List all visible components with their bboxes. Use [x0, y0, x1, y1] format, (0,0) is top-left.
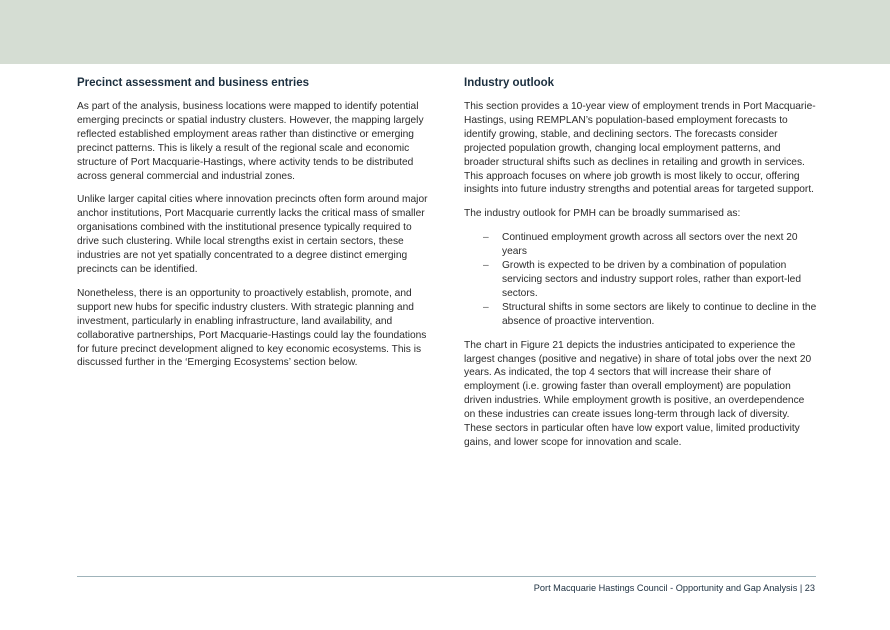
right-column [464, 76, 818, 460]
section-heading-industry-outlook: Industry outlook [464, 77, 555, 89]
list-item [483, 231, 818, 259]
left-column [77, 76, 431, 380]
paragraph-intro: This section provides a 10-year view of employment trends in Port Macquarie-Hastings, using REMPLAN’s population-based employment forecasts to identify growing, stable, and declining sectors. The forecasts consider projected population growth, changing local employment patterns, and broader structural shifts such as declines in retailing and growth in services. This approach focuses on where job growth is most likely to occur, offering insights into future industry strengths and potential areas for targeted support. [464, 101, 816, 196]
footer-divider [77, 576, 816, 577]
header-band [0, 0, 890, 64]
list-item-text: Structural shifts in some sectors are likely to continue to decline in the absence of proactive intervention. [502, 301, 817, 327]
list-item-text: Continued employment growth across all sectors over the next 20 years [502, 232, 798, 258]
list-item [483, 301, 818, 329]
paragraph: As part of the analysis, business locations were mapped to identify potential emerging precincts or spatial industry clusters. However, the mapping largely reflected established employment areas rather than distinctive or emerging precinct patterns. This is likely a result of the regional scale and economic structure of Port Macquarie-Hastings, where activity tends to be distributed across general commercial and industrial zones. [77, 101, 424, 182]
paragraph-summary-lead: The industry outlook for PMH can be broadly summarised as: [464, 208, 741, 220]
paragraph: Unlike larger capital cities where innovation precincts often form around major anchor institutions, Port Macquarie currently lacks the critical mass of smaller organisations combined with the institutional presence typically required to drive such clustering. While local strengths exist in certain sectors, these industries are not yet spatially concentrated to a degree distinct emerging precincts can be identified. [77, 194, 428, 275]
dash-bullet-icon: – [483, 232, 489, 244]
list-item [483, 259, 818, 301]
list-item-text: Growth is expected to be driven by a combination of population servicing sectors and industry support roles, rather than export-led sectors. [502, 260, 801, 299]
page-footer: Port Macquarie Hastings Council - Opportunity and Gap Analysis | 23 [533, 583, 815, 593]
dash-bullet-icon: – [483, 301, 489, 313]
paragraph: Nonetheless, there is an opportunity to proactively establish, promote, and support new hubs for specific industry clusters. With strategic planning and investment, particularly in enabling infrastructure, land availability, and collaborative partnerships, Port Macquarie-Hastings could lay the foundations for future precinct development aligned to key economic ecosystems. This is discussed further in the ‘Emerging Ecosystems’ section below. [77, 287, 427, 369]
bullet-list [464, 231, 818, 328]
dash-bullet-icon: – [483, 260, 489, 272]
paragraph-closing: The chart in Figure 21 depicts the industries anticipated to experience the largest changes (positive and negative) in share of total jobs over the next 20 years. As indicated, the top 4 sectors that will increase their share of employment (i.e. growing faster than overall employment) are population driven industries. While employment growth is positive, an overdependence on these industries can create issues long-term through lack of diversity. These sectors in particular often have low export value, limited productivity gains, and lower scope for innovation and scale. [464, 339, 812, 448]
section-heading-precinct: Precinct assessment and business entries [77, 77, 310, 89]
